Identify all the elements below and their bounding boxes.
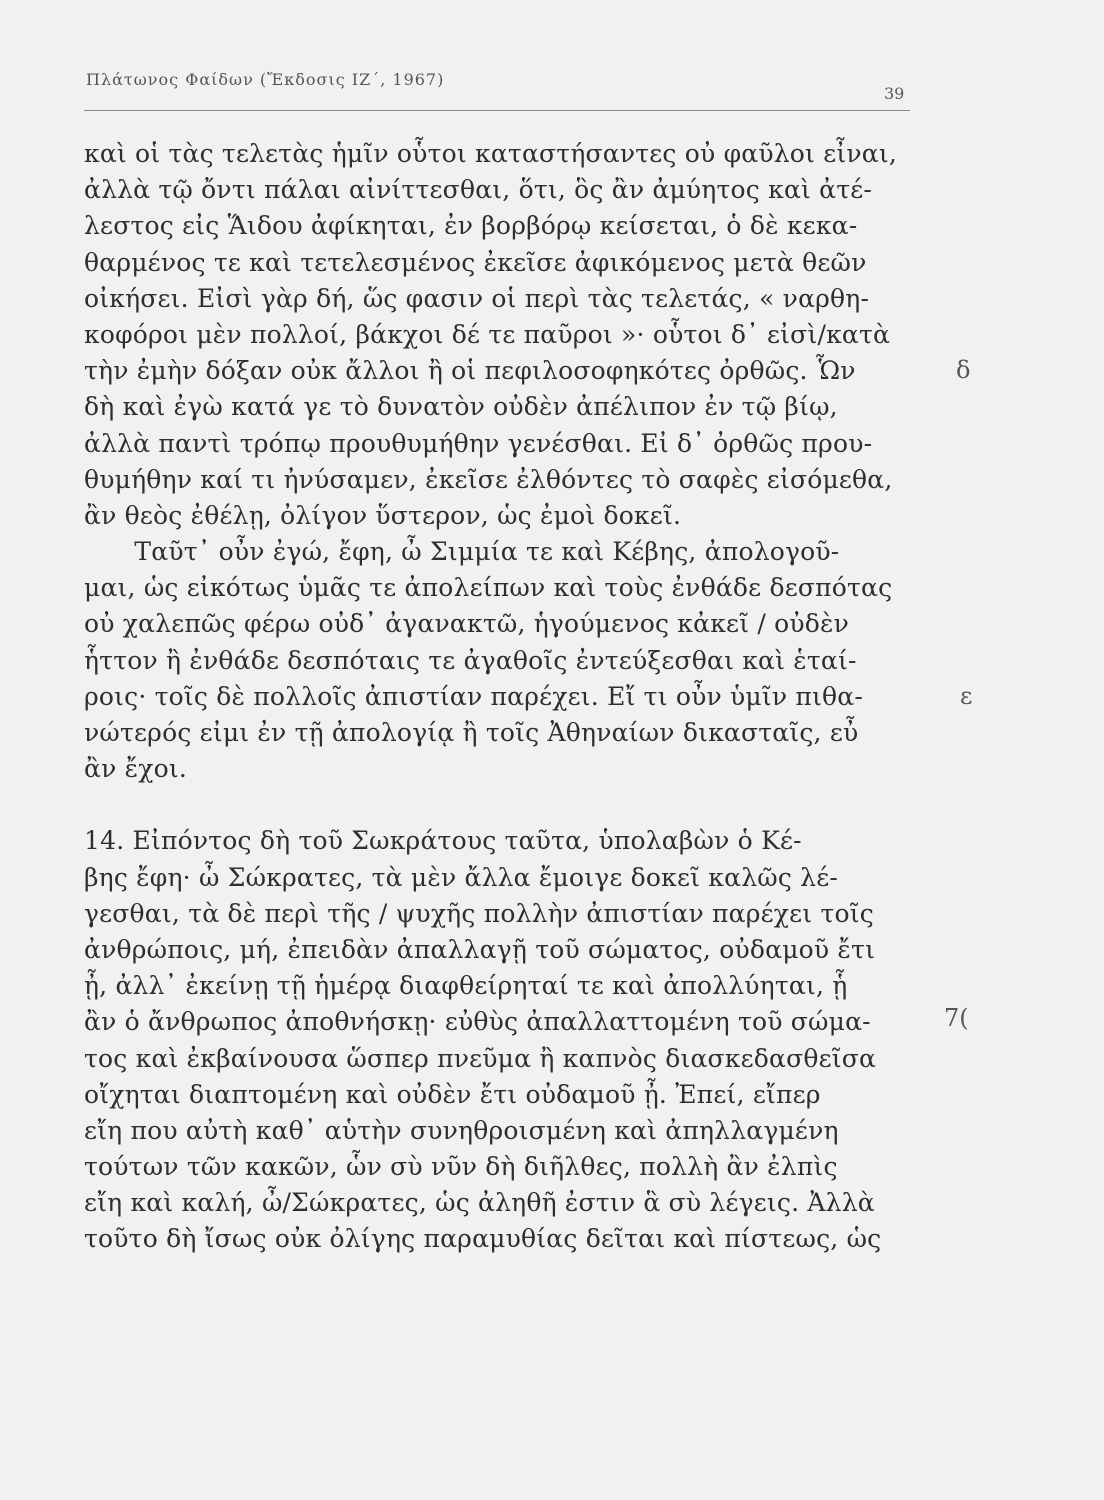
- text-line: οὐ χαλεπῶς φέρω οὐδ᾽ ἀγανακτῶ, ἡγούμενος κἀκεῖ / οὐδὲν: [84, 609, 850, 639]
- body-text: [84, 136, 924, 1258]
- text-line: 14. Εἰπόντος δὴ τοῦ Σωκράτους ταῦτα, ὑπολαβὼν ὁ Κέ-: [84, 826, 802, 856]
- page-number: 39: [884, 84, 905, 103]
- text-line: θαρμένος τε καὶ τετελεσμένος ἐκεῖσε ἀφικόμενος μετὰ θεῶν: [84, 247, 867, 277]
- text-line: ἂν θεὸς ἐθέλῃ, ὀλίγον ὕστερον, ὡς ἐμοὶ δοκεῖ.: [84, 500, 682, 530]
- margin-marker-epsilon: ε: [960, 682, 973, 710]
- text-line: Ταῦτ᾽ οὖν ἐγώ, ἔφη, ὦ Σιμμία τε καὶ Κέβης, ἀπολογοῦ-: [84, 537, 840, 567]
- text-line: τὴν ἐμὴν δόξαν οὐκ ἄλλοι ἢ οἱ πεφιλοσοφηκότες ὀρθῶς. Ὧν: [84, 356, 856, 386]
- text-line: θυμήθην καί τι ἠνύσαμεν, ἐκεῖσε ἐλθόντες τὸ σαφὲς εἰσόμεθα,: [84, 464, 893, 494]
- text-line: ροις· τοῖς δὲ πολλοῖς ἀπιστίαν παρέχει. Εἴ τι οὖν ὑμῖν πιθα-: [84, 681, 864, 711]
- text-line: ἂν ἔχοι.: [84, 754, 187, 784]
- margin-marker-70: 7(: [944, 1004, 969, 1032]
- text-line: τούτων τῶν κακῶν, ὧν σὺ νῦν δὴ διῆλθες, πολλὴ ἂν ἐλπὶς: [84, 1152, 838, 1182]
- text-line: μαι, ὡς εἰκότως ὑμᾶς τε ἀπολείπων καὶ τοὺς ἐνθάδε δεσπότας: [84, 573, 893, 603]
- text-line: εἴη που αὐτὴ καθ᾽ αὑτὴν συνηθροισμένη καὶ ἀπηλλαγμένη: [84, 1115, 839, 1145]
- text-line: εἴη καὶ καλή, ὦ/Σώκρατες, ὡς ἀληθῆ ἐστιν ἃ σὺ λέγεις. Ἀλλὰ: [84, 1188, 875, 1218]
- text-line: λεστος εἰς Ἅιδου ἀφίκηται, ἐν βορβόρῳ κείσεται, ὁ δὲ κεκα-: [84, 211, 858, 241]
- header-rule: [84, 110, 910, 111]
- text-line: ἂν ὁ ἄνθρωπος ἀποθνήσκῃ· εὐθὺς ἀπαλλαττομένη τοῦ σώμα-: [84, 1007, 871, 1037]
- text-line: δὴ καὶ ἐγὼ κατά γε τὸ δυνατὸν οὐδὲν ἀπέλιπον ἐν τῷ βίῳ,: [84, 392, 838, 422]
- text-line: οἰκήσει. Εἰσὶ γὰρ δή, ὥς φασιν οἱ περὶ τὰς τελετάς, « ναρθη-: [84, 283, 870, 313]
- text-line: γεσθαι, τὰ δὲ περὶ τῆς / ψυχῆς πολλὴν ἀπιστίαν παρέχει τοῖς: [84, 898, 874, 928]
- text-line: νώτερός εἰμι ἐν τῇ ἀπολογίᾳ ἢ τοῖς Ἀθηναίων δικασταῖς, εὖ: [84, 718, 859, 747]
- text-line: ἀλλὰ τῷ ὄντι πάλαι αἰνίττεσθαι, ὅτι, ὃς ἂν ἀμύητος καὶ ἀτέ-: [84, 175, 873, 205]
- text-line: ἀνθρώποις, μή, ἐπειδὰν ἀπαλλαγῇ τοῦ σώματος, οὐδαμοῦ ἔτι: [84, 934, 876, 964]
- text-line: ἀλλὰ παντὶ τρόπῳ προυθυμήθην γενέσθαι. Εἰ δ᾽ ὀρθῶς πρου-: [84, 428, 873, 458]
- text-line: τος καὶ ἐκβαίνουσα ὥσπερ πνεῦμα ἢ καπνὸς διασκεδασθεῖσα: [84, 1043, 877, 1073]
- text-line: ᾖ, ἀλλ᾽ ἐκείνῃ τῇ ἡμέρᾳ διαφθείρηταί τε καὶ ἀπολλύηται, ᾗ: [84, 971, 848, 1001]
- text-line: ἧττον ἢ ἐνθάδε δεσπόταις τε ἀγαθοῖς ἐντεύξεσθαι καὶ ἑταί-: [84, 645, 857, 675]
- text-line: οἴχηται διαπτομένη καὶ οὐδὲν ἔτι οὐδαμοῦ ᾖ. Ἐπεί, εἴπερ: [84, 1079, 821, 1109]
- text-line: καὶ οἱ τὰς τελετὰς ἡμῖν οὗτοι καταστήσαντες οὐ φαῦλοι εἶναι,: [84, 139, 897, 168]
- text-line: βης ἔφη· ὦ Σώκρατες, τὰ μὲν ἄλλα ἔμοιγε δοκεῖ καλῶς λέ-: [84, 862, 839, 892]
- paragraph-gap: [84, 787, 924, 823]
- running-title: Πλάτωνος Φαίδων (Ἔκδοσις ΙΖ΄, 1967): [86, 70, 445, 89]
- text-line: κοφόροι μὲν πολλοί, βάκχοι δέ τε παῦροι »· οὗτοι δ᾽ εἰσὶ/κατὰ: [84, 319, 891, 349]
- margin-marker-delta: δ: [956, 356, 971, 384]
- text-line: τοῦτο δὴ ἴσως οὐκ ὀλίγης παραμυθίας δεῖται καὶ πίστεως, ὡς: [84, 1224, 882, 1254]
